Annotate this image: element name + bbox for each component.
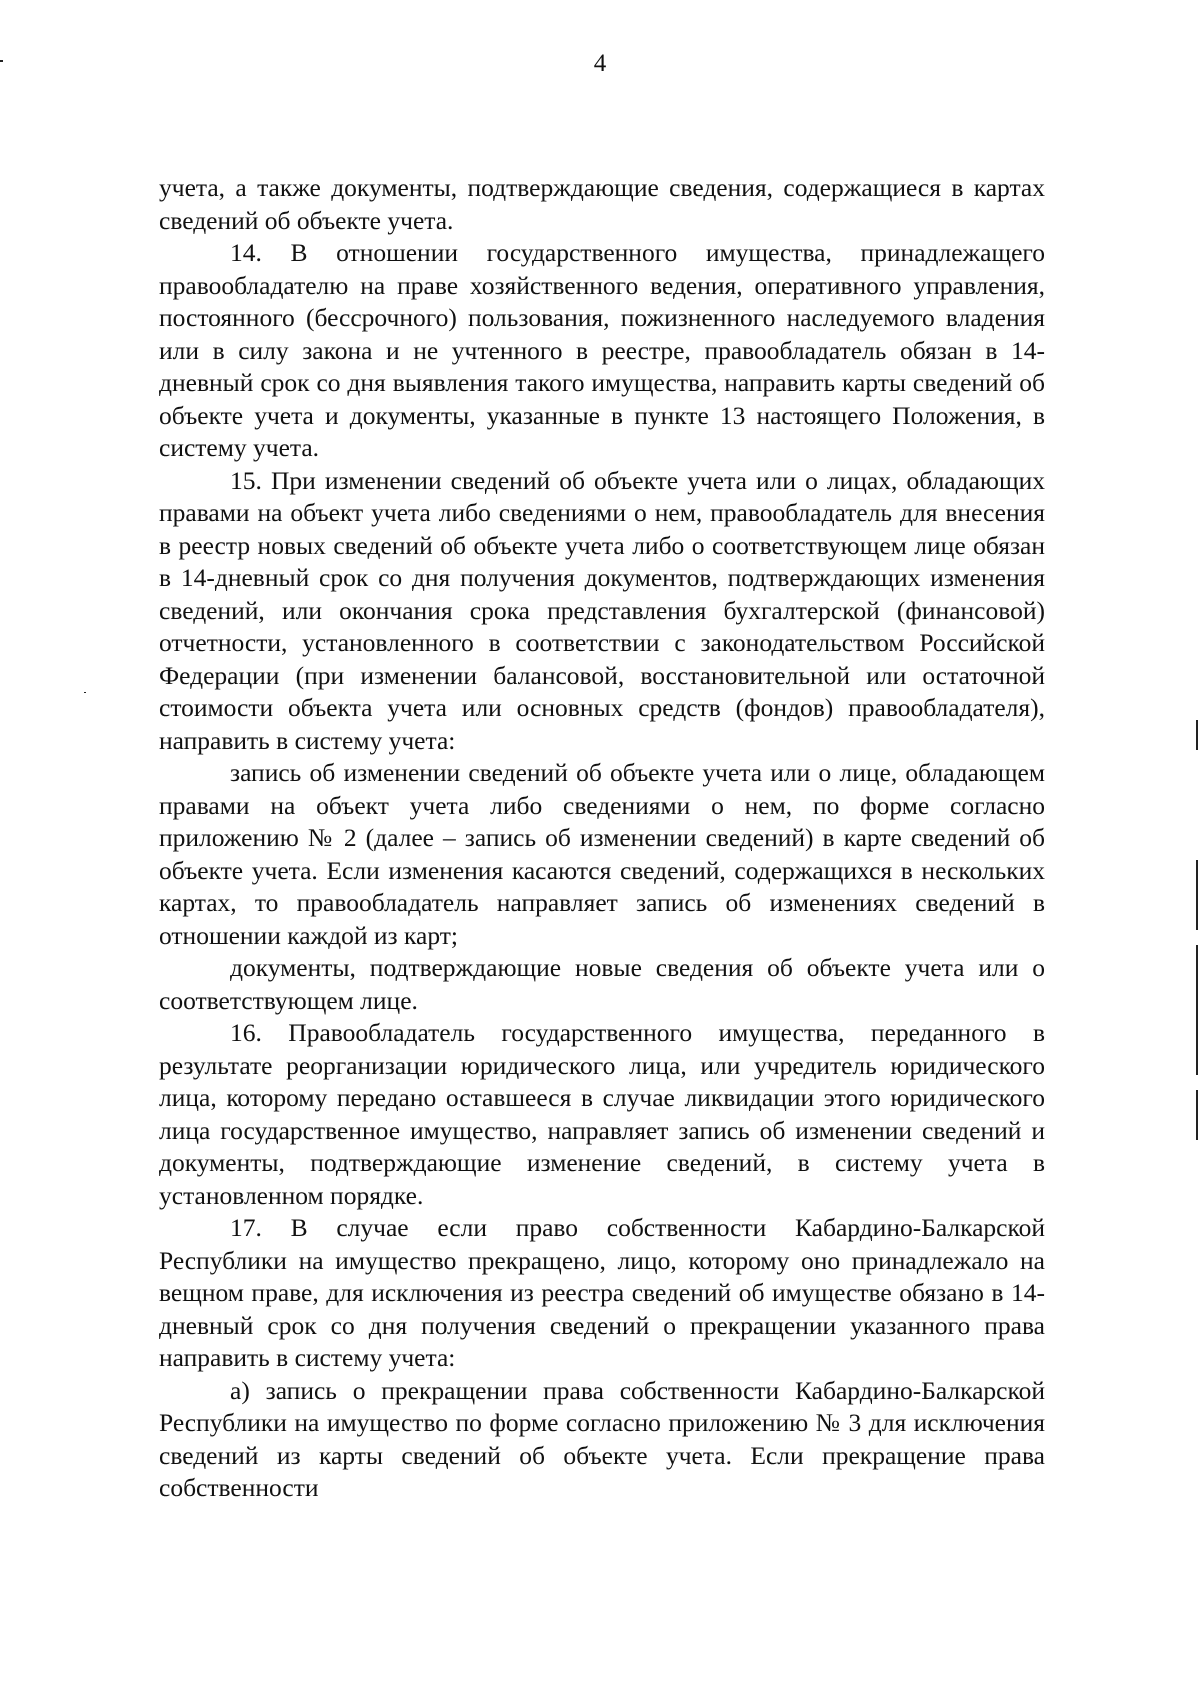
paragraph-continuation: учета, а также документы, подтверждающие сведения, содержащиеся в картах сведений об объекте учета. [159,173,1045,235]
scan-mark-right-2 [1196,860,1198,930]
paragraph-16: 16. Правообладатель государственного имущества, переданного в результате реорганизации юридического лица, или учредитель юридического лица, которому передано оставшееся в случае ликвидации этого юридического лица государственное имущество, направляет запись об изменении сведений и документы, подтверждающие изменение сведений, в систему учета в установленном порядке. [159,1018,1045,1210]
paragraph-15: 15. При изменении сведений об объекте учета или о лицах, обладающих правами на объект учета либо сведениями о нем, правообладатель для внесения в реестр новых сведений об объекте учета либо о соответствующем лице обязан в 14-дневный срок со дня получения документов, подтверждающих изменения сведений, или окончания срока представления бухгалтерской (финансовой) отчетности, установленного в соответствии с законодательством Российской Федерации (при изменении балансовой, восстановительной или остаточной стоимости объекта учета или основных средств (фондов) правообладателя), направить в систему учета: [159,465,1045,755]
page-number: 4 [593,50,607,77]
paragraph-17-a: а) запись о прекращении права собственности Кабардино-Балкарской Республики на имущество по форме согласно приложению № 3 для исключения сведений из карты сведений об объекте учета. Если прекращение права собственности [159,1375,1045,1502]
document-body [159,172,1045,1505]
scan-mark-right-3 [1196,945,1198,1075]
paragraph-17: 17. В случае если право собственности Кабардино-Балкарской Республики на имущество прекращено, лицо, которому оно принадлежало на вещном праве, для исключения из реестра сведений об имуществе обязано в 14-дневный срок со дня получения сведений о прекращении указанного права направить в систему учета: [159,1213,1045,1372]
scan-mark-right-1 [1196,720,1198,750]
paragraph-14: 14. В отношении государственного имущества, принадлежащего правообладателю на праве хозяйственного ведения, оперативного управления, постоянного (бессрочного) пользования, пожизненного наследуемого владения или в силу закона и не учтенного в реестре, правообладатель обязан в 14-дневный срок со дня выявления такого имущества, направить карты сведений об объекте учета и документы, указанные в пункте 13 настоящего Положения, в систему учета. [159,238,1045,462]
paragraph-15-record: запись об изменении сведений об объекте учета или о лице, обладающем правами на объект учета либо сведениями о нем, по форме согласно приложению № 2 (далее – запись об изменении сведений) в карте сведений об объекте учета. Если изменения касаются сведений, содержащихся в нескольких картах, то правообладатель направляет запись об изменениях сведений в отношении каждой из карт; [159,758,1045,950]
paragraph-15-documents: документы, подтверждающие новые сведения об объекте учета или о соответствующем лице. [159,953,1045,1015]
scan-mark-right-4 [1196,1090,1198,1140]
scan-mark-left-mid [84,692,86,693]
scan-mark-left-top [0,60,3,62]
